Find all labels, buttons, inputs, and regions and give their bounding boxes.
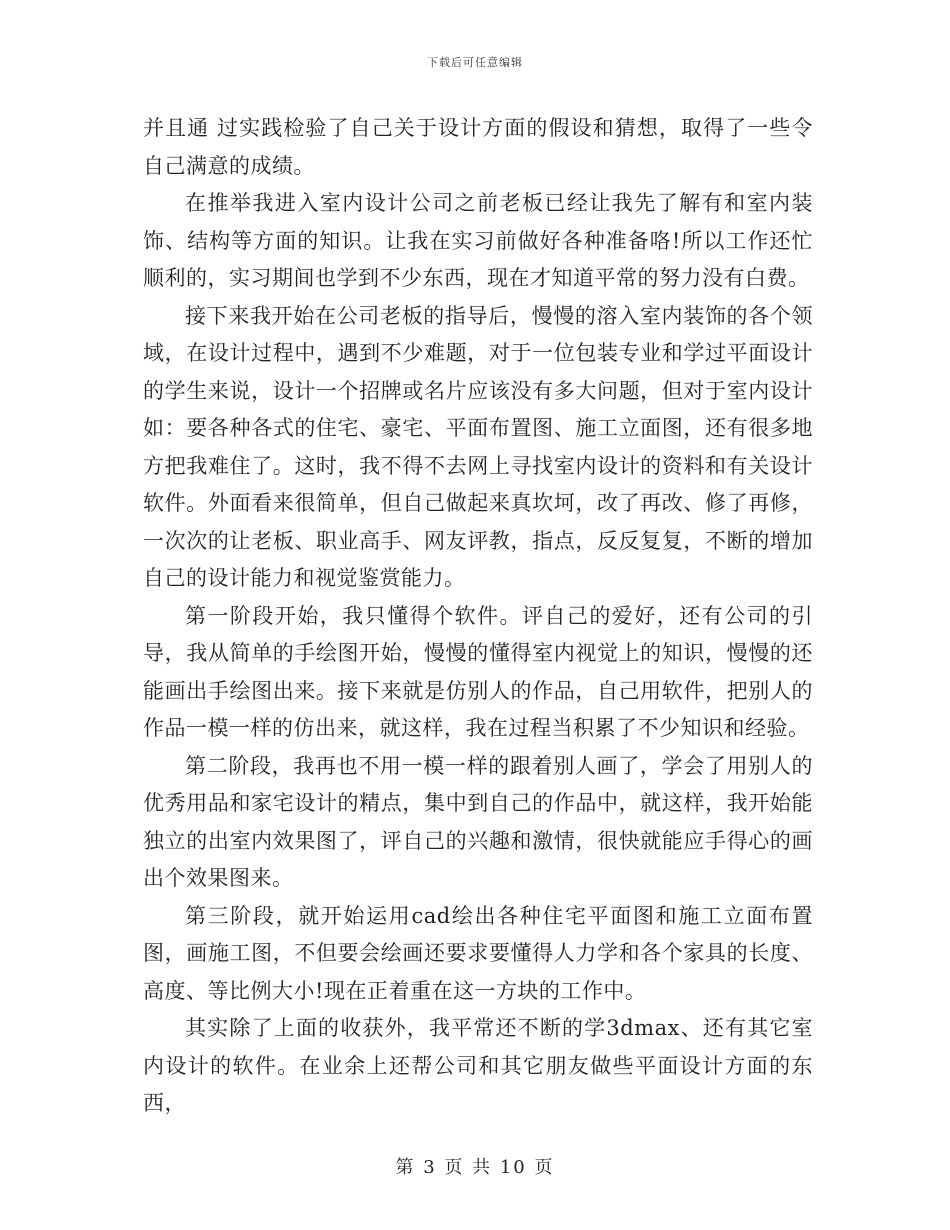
paragraph-continued: 并且通 过实践检验了自己关于设计方面的假设和猜想，取得了一些令自己满意的成绩。 bbox=[143, 116, 813, 178]
paragraph: 第二阶段，我再也不用一模一样的跟着别人画了，学会了用别人的优秀用品和家宅设计的精点，集中到自己的作品中，就这样，我开始能独立的出室内效果图了，评自己的兴趣和激情，很快就能应手得心的画出个效果图来。 bbox=[143, 753, 813, 890]
paragraph: 第一阶段开始，我只懂得个软件。评自己的爱好，还有公司的引导，我从简单的手绘图开始，慢慢的懂得室内视觉上的知识，慢慢的还能画出手绘图出来。接下来就是仿别人的作品，自己用软件，把别人的作品一模一样的仿出来，就这样，我在过程当积累了不少知识和经验。 bbox=[143, 603, 813, 740]
paragraph: 接下来我开始在公司老板的指导后，慢慢的溶入室内装饰的各个领域，在设计过程中，遇到不少难题，对于一位包装专业和学过平面设计的学生来说，设计一个招牌或名片应该没有多大问题，但对于室内设计如：要各种各式的住宅、豪宅、平面布置图、施工立面图，还有很多地方把我难住了。这时，我不得不去网上寻找室内设计的资料和有关设计软件。外面看来很简单，但自己做起来真坎坷，改了再改、修了再修，一次次的让老板、职业高手、网友评教，指点，反反复复，不断的增加自己的设计能力和视觉鉴赏能力。 bbox=[143, 303, 813, 590]
document-body bbox=[143, 110, 813, 1123]
paragraph: 其实除了上面的收获外，我平常还不断的学3dmax、还有其它室内设计的软件。在业余上还帮公司和其它朋友做些平面设计方面的东西， bbox=[143, 1016, 813, 1115]
page-number-footer: 第 3 页 共 10 页 bbox=[395, 1157, 555, 1178]
paragraph: 第三阶段，就开始运用cad绘出各种住宅平面图和施工立面布置图，画施工图，不但要会绘画还要求要懂得人力学和各个家具的长度、高度、等比例大小!现在正着重在这一方块的工作中。 bbox=[143, 903, 813, 1003]
page-header: 下载后可任意编辑 bbox=[427, 56, 523, 69]
paragraph: 在推举我进入室内设计公司之前老板已经让我先了解有和室内装饰、结构等方面的知识。让我在实习前做好各种准备咯!所以工作还忙顺利的，实习期间也学到不少东西，现在才知道平常的努力没有白费。 bbox=[143, 191, 813, 290]
